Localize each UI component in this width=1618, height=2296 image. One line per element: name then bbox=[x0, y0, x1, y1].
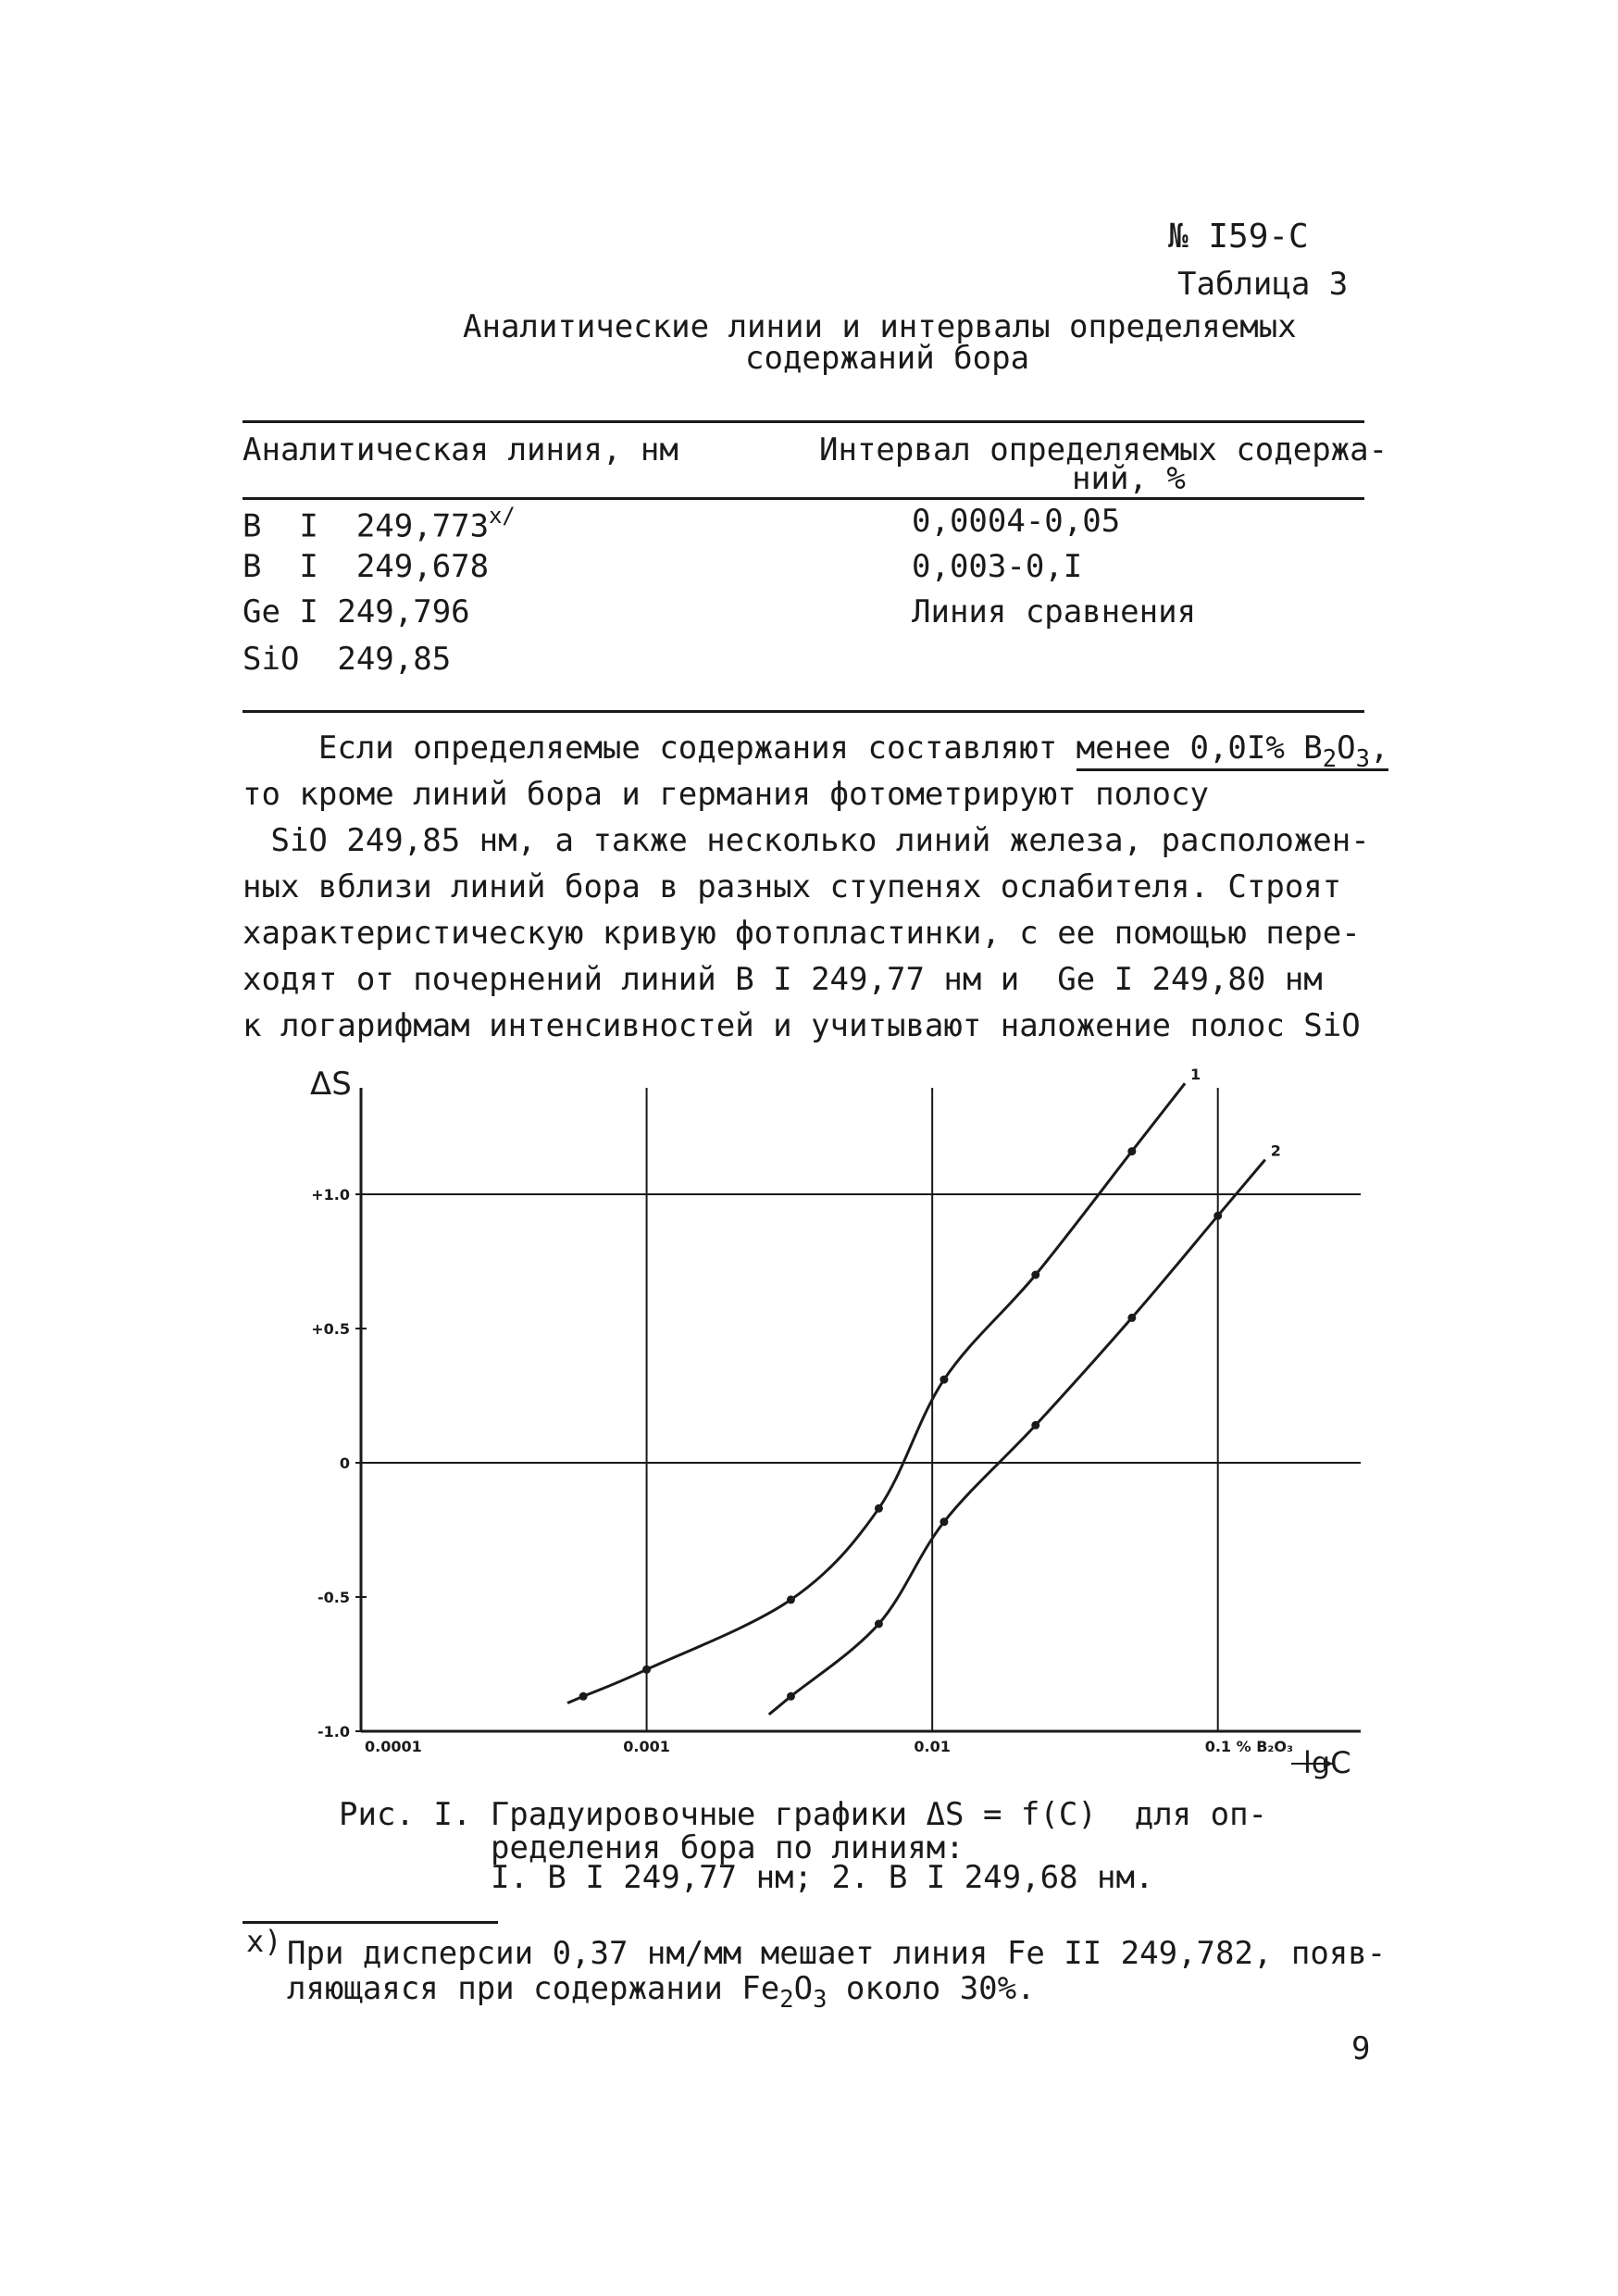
footnote-line2: ляющаяся при содержании $Fe_2O_3$ около 30%. bbox=[287, 1970, 1036, 2014]
series-2-line bbox=[769, 1160, 1265, 1715]
series-2-point-5 bbox=[1127, 1314, 1136, 1322]
figure-caption-line3: I. B I 249,77 нм; 2. B I 249,68 нм. bbox=[491, 1859, 1154, 1896]
table-label: Таблица 3 bbox=[1177, 266, 1349, 303]
series-1-point-2 bbox=[642, 1666, 651, 1674]
x-tick-label-3: 0.01 bbox=[914, 1738, 951, 1755]
series-1-line bbox=[567, 1083, 1185, 1703]
paragraph-line-7: к логарифмам интенсивностей и учитывают наложение полос SiO bbox=[243, 1007, 1361, 1044]
footnote-mark: x) bbox=[246, 1924, 282, 1959]
y-tick-label-5: -1.0 bbox=[317, 1723, 350, 1741]
table-title-line2: содержаний бора bbox=[745, 340, 1030, 377]
table-row-1-interval: 0,0004-0,05 bbox=[912, 503, 1121, 540]
table-col2-header-line2: ний, % bbox=[1072, 460, 1186, 497]
series-2-point-2 bbox=[875, 1620, 883, 1628]
series-1-label: 1 bbox=[1190, 1066, 1201, 1084]
series-1-point-5 bbox=[940, 1376, 948, 1384]
y-tick-label-2: +0.5 bbox=[311, 1320, 350, 1338]
figure-caption-line1: Рис. I. Градуировочные графики ΔS = f(C) для оп- bbox=[339, 1796, 1268, 1833]
series-2-point-3 bbox=[940, 1517, 948, 1526]
table-header-rule bbox=[243, 497, 1364, 500]
paragraph-line-2: то кроме линий бора и германия фотометрируют полосу bbox=[243, 776, 1209, 813]
paragraph-line-5: характеристическую кривую фотопластинки, с ее помощью пере- bbox=[243, 915, 1361, 952]
x-tick-label-1: 0.0001 bbox=[365, 1738, 422, 1755]
table-row-2-interval: 0,003-0,I bbox=[912, 548, 1083, 585]
series-1-point-3 bbox=[787, 1595, 795, 1603]
x-axis-label: lgC bbox=[1303, 1745, 1351, 1780]
series-2-point-4 bbox=[1031, 1421, 1039, 1429]
paragraph-line-4: ных вблизи линий бора в разных ступенях ослабителя. Строят bbox=[243, 868, 1342, 905]
document-number: № I59-С bbox=[1168, 218, 1309, 256]
y-tick-label-1: +1.0 bbox=[311, 1186, 350, 1204]
footnote-ref-mark: x/ bbox=[489, 503, 516, 529]
series-1-point-4 bbox=[875, 1504, 883, 1513]
table-top-rule bbox=[243, 420, 1364, 423]
footnote-line1: При дисперсии 0,37 нм/мм мешает линия Fe II 249,782, появ- bbox=[287, 1935, 1387, 1972]
paragraph-line-1: Если определяемые содержания составляют менее 0,0I% $B_2O_3$, bbox=[243, 730, 1389, 773]
table-title-line1: Аналитические линии и интервалы определяемых bbox=[463, 308, 1297, 345]
y-tick-label-3: 0 bbox=[339, 1454, 350, 1472]
figure-caption-line2: ределения бора по линиям: bbox=[491, 1829, 965, 1866]
table-row-3-interval: Линия сравнения bbox=[912, 593, 1197, 630]
table-col2-header-line1: Интервал определяемых содержа- bbox=[819, 431, 1388, 468]
series-1-point-6 bbox=[1031, 1271, 1039, 1279]
series-2-label: 2 bbox=[1270, 1142, 1281, 1160]
table-col1-header: Аналитическая линия, нм bbox=[243, 431, 678, 468]
series-1-point-7 bbox=[1127, 1147, 1136, 1155]
table-row-3-line: Ge I 249,796 bbox=[243, 593, 470, 630]
x-tick-label-2: 0.001 bbox=[623, 1738, 670, 1755]
table-bottom-rule bbox=[243, 710, 1364, 713]
series-1-point-1 bbox=[579, 1692, 588, 1701]
table-row-1-line: B I $249,773^{x/}$ bbox=[243, 503, 516, 545]
table-row-2-line: B I 249,678 bbox=[243, 548, 490, 585]
y-tick-label-4: -0.5 bbox=[317, 1589, 350, 1606]
paragraph-line-6: ходят от почернений линий B I 249,77 нм и Ge I 249,80 нм bbox=[243, 961, 1323, 998]
series-2-point-1 bbox=[787, 1692, 795, 1701]
x-tick-label-4: 0.1 % B₂O₃ bbox=[1204, 1738, 1294, 1755]
table-row-4-line: SiO 249,85 bbox=[243, 641, 452, 678]
calibration-chart bbox=[0, 1055, 1618, 1815]
series-2-point-6 bbox=[1214, 1212, 1222, 1220]
y-axis-label: ΔS bbox=[310, 1066, 352, 1103]
paragraph-line-3: SiO 249,85 нм, а также несколько линий железа, расположен- bbox=[252, 822, 1370, 859]
page-number: 9 bbox=[1351, 2030, 1371, 2067]
